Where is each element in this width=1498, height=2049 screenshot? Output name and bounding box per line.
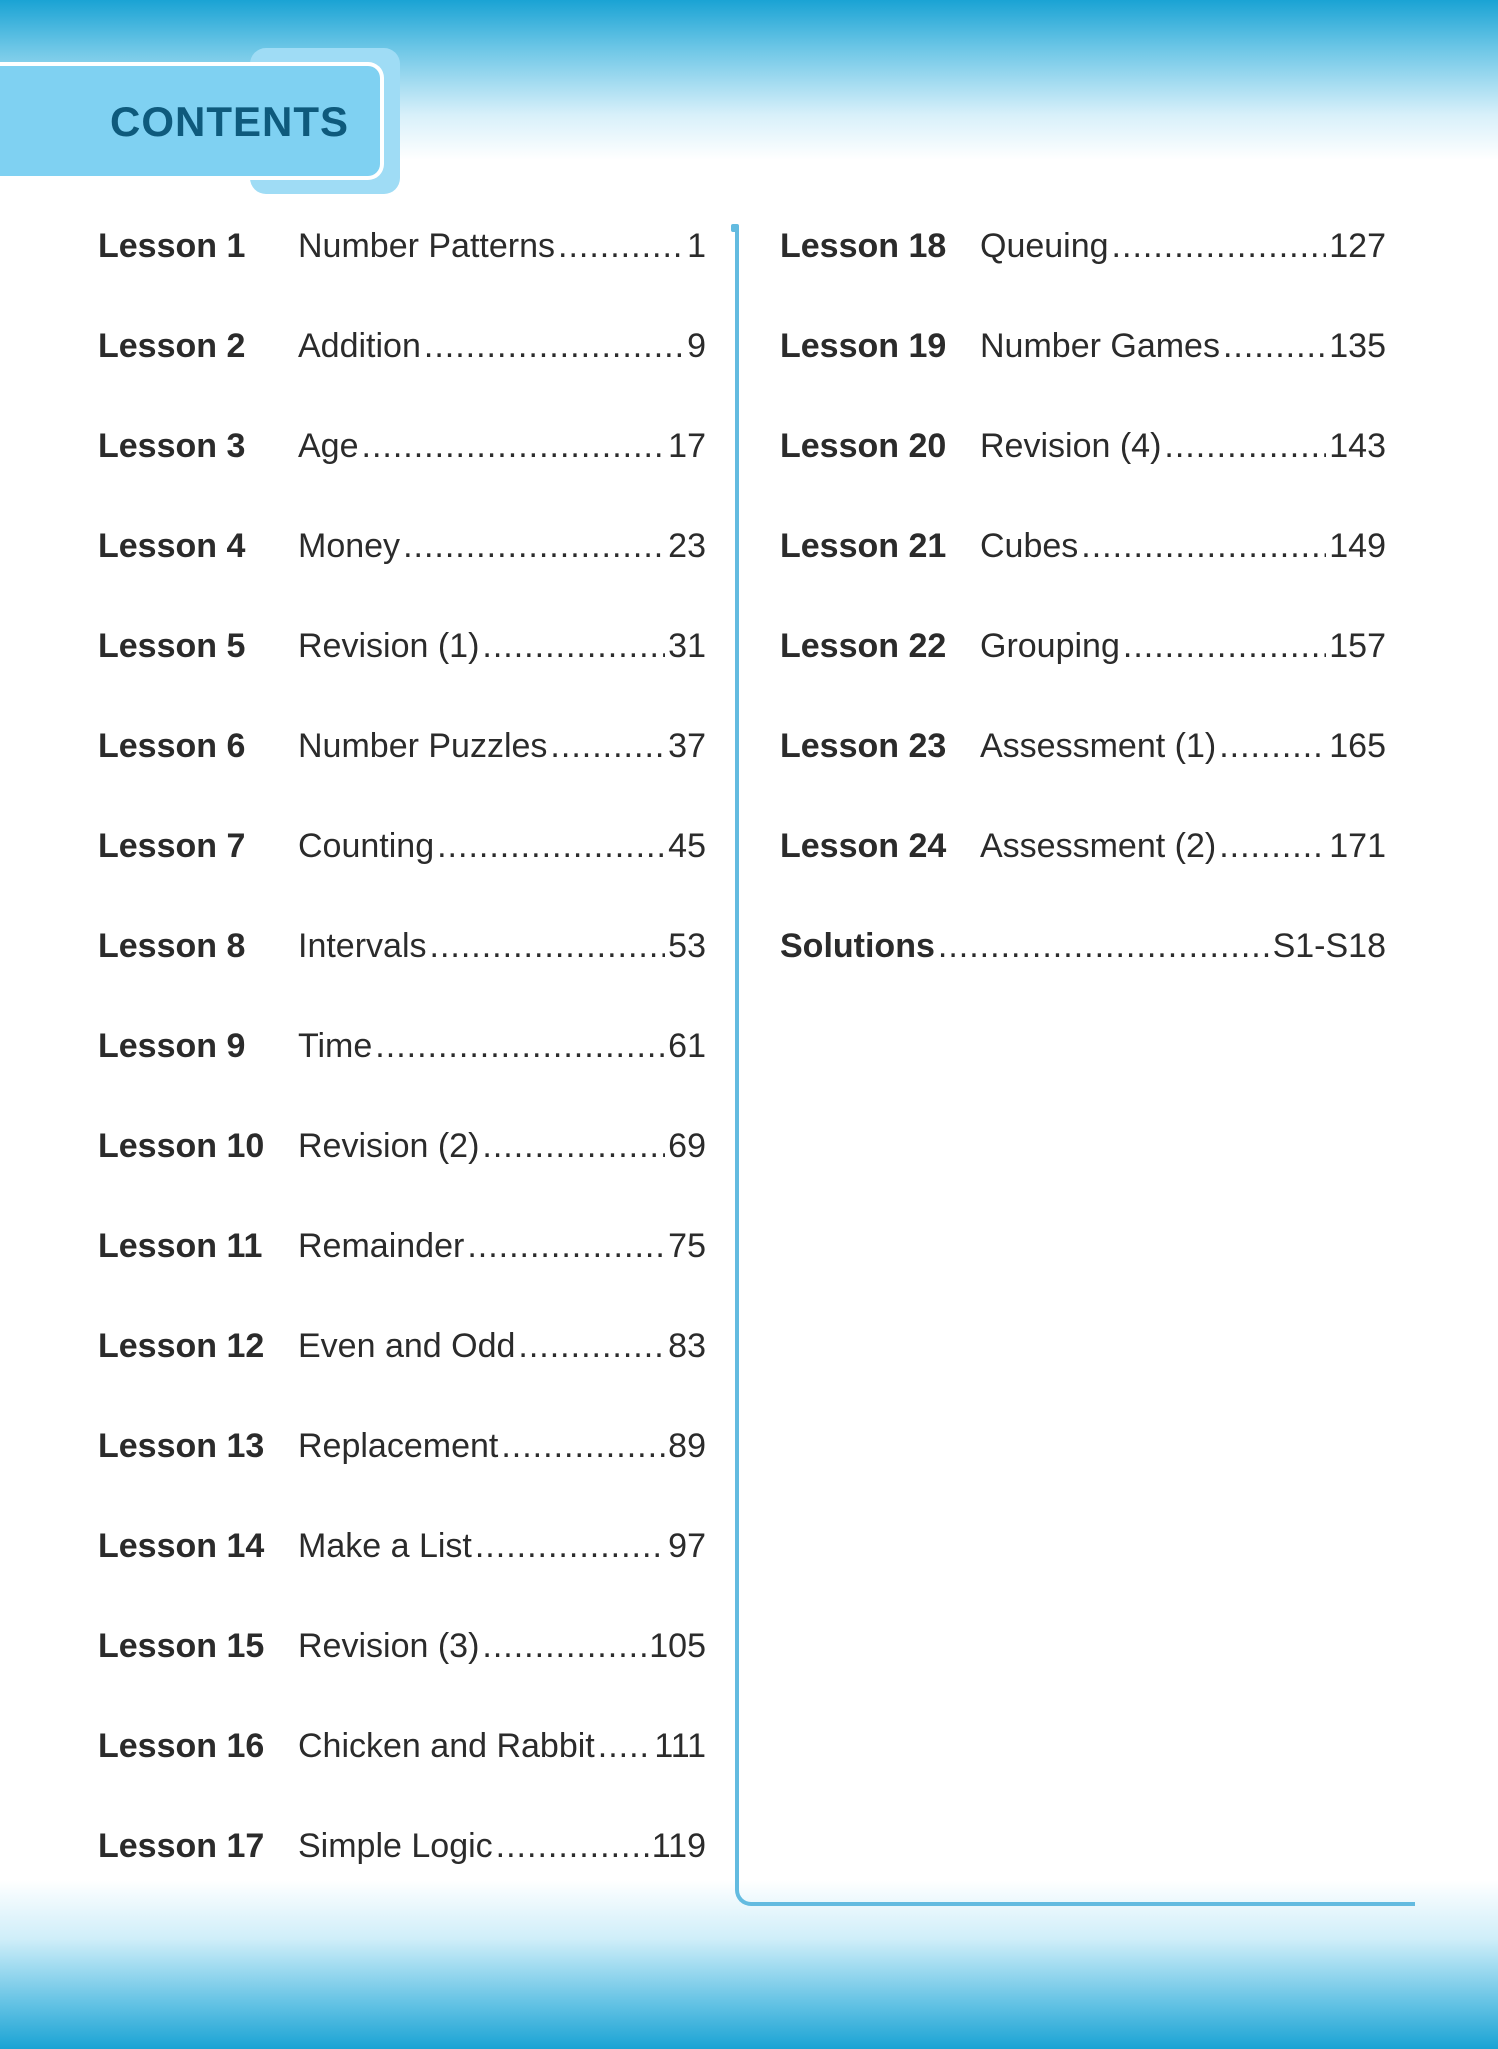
toc-entry-topic: Queuing <box>980 227 1109 265</box>
dot-leader <box>1219 724 1326 768</box>
toc-entry-label: Lesson 13 <box>98 1427 265 1465</box>
toc-entry-page-number: 135 <box>1329 327 1386 365</box>
toc-entry-page-number: 149 <box>1329 527 1386 565</box>
toc-entry-label: Lesson 12 <box>98 1327 265 1365</box>
toc-entry-page-number: 37 <box>668 727 706 765</box>
toc-entry[interactable] <box>98 1624 706 1668</box>
toc-entry-label: Lesson 11 <box>98 1227 263 1265</box>
toc-entry-page-number: 17 <box>668 427 706 465</box>
toc-entry-page-number: 157 <box>1329 627 1386 665</box>
dot-leader <box>598 1724 652 1768</box>
dot-leader <box>1123 624 1326 668</box>
toc-entry[interactable] <box>780 324 1386 368</box>
toc-entry-label: Lesson 3 <box>98 427 246 465</box>
toc-entry-topic: Age <box>298 427 359 465</box>
toc-entry-label: Lesson 9 <box>98 1027 246 1065</box>
toc-entry-page-number: 53 <box>668 927 706 965</box>
toc-entry-topic: Revision (1) <box>298 627 480 665</box>
toc-entry[interactable] <box>780 724 1386 768</box>
toc-entry-topic: Replacement <box>298 1427 499 1465</box>
toc-entry-topic: Money <box>298 527 401 565</box>
toc-entry-topic: Revision (2) <box>298 1127 480 1165</box>
dot-leader <box>482 1124 665 1168</box>
toc-entry-label: Lesson 4 <box>98 527 246 565</box>
dot-leader <box>550 724 665 768</box>
dot-leader <box>430 924 666 968</box>
toc-entry-page-number: 97 <box>668 1527 706 1565</box>
toc-entry[interactable] <box>780 224 1386 268</box>
toc-entry-topic: Number Games <box>980 327 1220 365</box>
toc-entry-page-number: S1-S18 <box>1272 927 1386 965</box>
toc-entry-label: Lesson 7 <box>98 827 246 865</box>
toc-entry[interactable] <box>98 324 706 368</box>
dot-leader <box>938 924 1270 968</box>
toc-entry-label: Lesson 14 <box>98 1527 265 1565</box>
toc-entry-label: Lesson 19 <box>780 327 947 365</box>
toc-entry[interactable] <box>98 1324 706 1368</box>
dot-leader <box>375 1024 665 1068</box>
toc-entry[interactable] <box>98 424 706 468</box>
toc-entry-label: Lesson 17 <box>98 1827 265 1865</box>
toc-entry-topic: Cubes <box>980 527 1079 565</box>
toc-entry-label: Lesson 18 <box>780 227 947 265</box>
toc-entry-label: Lesson 6 <box>98 727 246 765</box>
toc-entry-topic: Assessment (2) <box>980 827 1217 865</box>
toc-entry-label: Lesson 10 <box>98 1127 265 1165</box>
column-divider <box>735 228 1415 1906</box>
toc-entry-topic: Even and Odd <box>298 1327 516 1365</box>
toc-entry-page-number: 171 <box>1329 827 1386 865</box>
dot-leader <box>501 1424 665 1468</box>
dot-leader <box>1223 324 1326 368</box>
toc-entry-label: Lesson 16 <box>98 1727 265 1765</box>
toc-entry-page-number: 61 <box>668 1027 706 1065</box>
toc-entry-topic: Time <box>298 1027 373 1065</box>
toc-entry-page-number: 45 <box>668 827 706 865</box>
dot-leader <box>558 224 684 268</box>
dot-leader <box>1112 224 1327 268</box>
dot-leader <box>403 524 665 568</box>
toc-entry-page-number: 89 <box>668 1427 706 1465</box>
toc-entry-topic: Revision (4) <box>980 427 1162 465</box>
toc-entry[interactable] <box>98 1724 706 1768</box>
dot-leader <box>475 1524 665 1568</box>
toc-entry-label: Lesson 15 <box>98 1627 265 1665</box>
toc-entry-page-number: 143 <box>1329 427 1386 465</box>
toc-entry-topic: Simple Logic <box>298 1827 493 1865</box>
dot-leader <box>482 1624 646 1668</box>
toc-entry-label: Solutions <box>780 927 935 965</box>
toc-entry[interactable] <box>98 1124 706 1168</box>
dot-leader <box>1164 424 1326 468</box>
dot-leader <box>467 1224 665 1268</box>
toc-entry[interactable] <box>780 624 1386 668</box>
toc-entry-solutions[interactable] <box>780 924 1386 968</box>
toc-entry-topic: Remainder <box>298 1227 465 1265</box>
toc-entry-page-number: 105 <box>649 1627 706 1665</box>
toc-entry-label: Lesson 1 <box>98 227 246 265</box>
dot-leader <box>482 624 665 668</box>
toc-entry-label: Lesson 24 <box>780 827 947 865</box>
toc-entry-topic: Intervals <box>298 927 427 965</box>
toc-entry[interactable] <box>98 1824 706 1868</box>
toc-entry[interactable] <box>780 424 1386 468</box>
dot-leader <box>518 1324 665 1368</box>
toc-entry-label: Lesson 22 <box>780 627 947 665</box>
toc-entry-page-number: 165 <box>1329 727 1386 765</box>
toc-entry-topic: Make a List <box>298 1527 472 1565</box>
dot-leader <box>1081 524 1326 568</box>
toc-entry-page-number: 119 <box>651 1827 706 1865</box>
toc-entry[interactable] <box>98 624 706 668</box>
toc-entry-topic: Number Patterns <box>298 227 555 265</box>
toc-entry-topic: Number Puzzles <box>298 727 548 765</box>
toc-entry[interactable] <box>98 524 706 568</box>
toc-entry-page-number: 1 <box>687 227 706 265</box>
toc-entry-page-number: 111 <box>654 1727 706 1765</box>
toc-entry-label: Lesson 23 <box>780 727 947 765</box>
toc-entry-topic: Counting <box>298 827 435 865</box>
toc-entry-page-number: 31 <box>668 627 706 665</box>
dot-leader <box>437 824 665 868</box>
toc-entry[interactable] <box>98 1524 706 1568</box>
dot-leader <box>1219 824 1326 868</box>
toc-entry-page-number: 9 <box>687 327 706 365</box>
toc-entry-label: Lesson 21 <box>780 527 947 565</box>
toc-entry[interactable] <box>98 1224 706 1268</box>
toc-entry-label: Lesson 5 <box>98 627 246 665</box>
dot-leader <box>362 424 666 468</box>
toc-entry-label: Lesson 8 <box>98 927 246 965</box>
toc-entry-topic: Assessment (1) <box>980 727 1217 765</box>
page-title: CONTENTS <box>110 98 349 145</box>
toc-entry[interactable] <box>98 1024 706 1068</box>
toc-entry-page-number: 23 <box>668 527 706 565</box>
toc-entry-topic: Grouping <box>980 627 1120 665</box>
toc-entry-topic: Addition <box>298 327 421 365</box>
dot-leader <box>424 324 684 368</box>
toc-entry[interactable] <box>780 524 1386 568</box>
toc-entry-topic: Revision (3) <box>298 1627 480 1665</box>
toc-entry-page-number: 69 <box>668 1127 706 1165</box>
toc-entry-label: Lesson 20 <box>780 427 947 465</box>
toc-entry[interactable] <box>98 224 706 268</box>
toc-entry[interactable] <box>98 1424 706 1468</box>
toc-entry[interactable] <box>98 824 706 868</box>
toc-entry-page-number: 127 <box>1329 227 1386 265</box>
toc-entry[interactable] <box>98 924 706 968</box>
toc-entry-page-number: 75 <box>668 1227 706 1265</box>
toc-entry[interactable] <box>98 724 706 768</box>
dot-leader <box>496 1824 649 1868</box>
toc-entry-label: Lesson 2 <box>98 327 246 365</box>
toc-entry-topic: Chicken and Rabbit <box>298 1727 595 1765</box>
toc-entry-page-number: 83 <box>668 1327 706 1365</box>
toc-entry[interactable] <box>780 824 1386 868</box>
